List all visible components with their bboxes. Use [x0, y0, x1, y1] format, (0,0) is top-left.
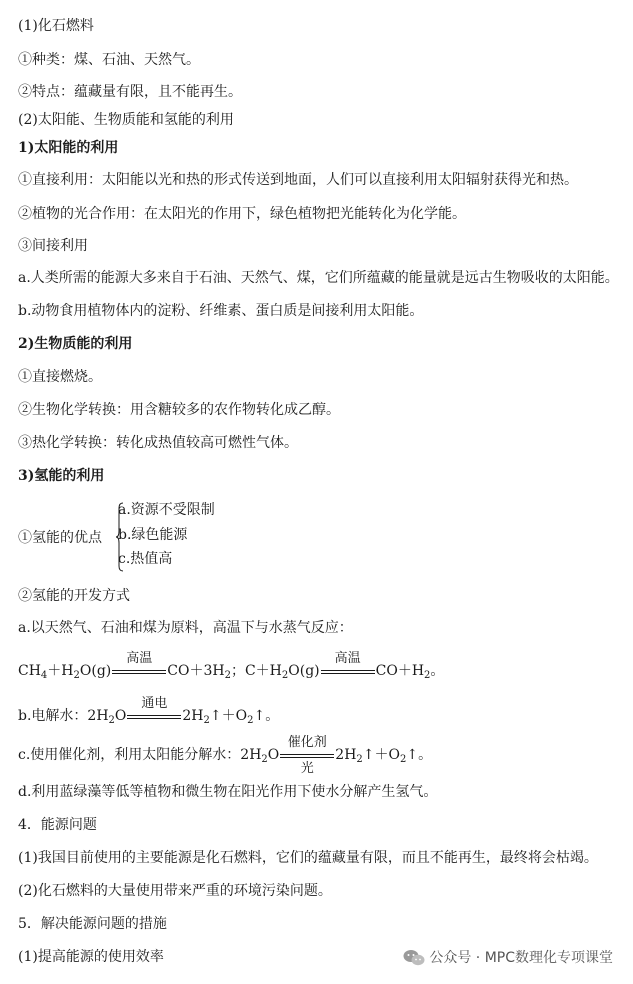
- advantage-item: c.热值高: [118, 551, 173, 567]
- equation-photocatalysis: c.使用催化剂，利用太阳能分解水：$2H_2O$ 催化剂 光 $2H_2↑+O_2↑$。: [18, 735, 433, 776]
- section-heading-energy-problem: 4．能源问题: [18, 817, 97, 833]
- solar-indirect-a: a.人类所需的能源大多来自于石油、天然气、煤，它们所蕴藏的能量就是远古生物吸收的太阳能。: [18, 270, 619, 286]
- section-heading-new-energy: (2)太阳能、生物质能和氢能的利用: [18, 112, 234, 128]
- reaction-condition: 高温: [321, 661, 375, 681]
- biomass-direct-burning: ①直接燃烧。: [18, 369, 102, 385]
- section-heading-solutions: 5．解决能源问题的措施: [18, 916, 167, 932]
- watermark-text: 公众号 · MPC数理化专项课堂: [429, 950, 613, 966]
- advantage-item: a.资源不受限制: [118, 502, 215, 518]
- advantage-item: b.绿色能源: [118, 527, 188, 543]
- subheading-hydrogen: 3)氢能的利用: [18, 468, 105, 484]
- solar-direct-use: ①直接利用：太阳能以光和热的形式传送到地面，人们可以直接利用太阳辐射获得光和热。: [18, 172, 578, 188]
- biomass-thermochemical: ③热化学转换：转化成热值较高可燃性气体。: [18, 435, 298, 451]
- hydrogen-advantages-label: ①氢能的优点: [18, 530, 102, 546]
- solar-indirect-b: b.动物食用植物体内的淀粉、纤维素、蛋白质是间接利用太阳能。: [18, 303, 424, 319]
- fossil-fuel-kinds: ①种类：煤、石油、天然气。: [18, 52, 200, 68]
- fossil-fuel-traits: ②特点：蕴藏量有限，且不能再生。: [18, 84, 242, 100]
- equation-steam-reforming: $CH_4+H_2O(g)$ 高温 $CO+3H_2$；$C+H_2O(g)$ 高温 $CO+H_2$。: [18, 651, 445, 681]
- biomass-biochemical: ②生物化学转换：用含糖较多的农作物转化成乙醇。: [18, 402, 340, 418]
- watermark: [403, 948, 613, 968]
- solar-indirect-use: ③间接利用: [18, 238, 88, 254]
- reaction-condition: 通电: [127, 706, 181, 726]
- subheading-biomass: 2)生物质能的利用: [18, 336, 133, 352]
- hydrogen-method-d: d.利用蓝绿藻等低等植物和微生物在阳光作用下使水分解产生氢气。: [18, 784, 438, 800]
- hydrogen-development: ②氢能的开发方式: [18, 588, 130, 604]
- wechat-icon: [403, 949, 425, 967]
- reaction-condition: 高温: [112, 661, 166, 681]
- hydrogen-advantages: [18, 500, 318, 574]
- subheading-solar: 1)太阳能的利用: [18, 140, 119, 156]
- energy-problem-2: (2)化石燃料的大量使用带来严重的环境污染问题。: [18, 883, 332, 899]
- solution-1: (1)提高能源的使用效率: [18, 949, 164, 965]
- hydrogen-method-a: a.以天然气、石油和煤为原料，高温下与水蒸气反应：: [18, 620, 353, 636]
- equation-electrolysis: b.电解水：$2H_2O$ 通电 $2H_2↑+O_2↑$。: [18, 696, 280, 726]
- reaction-condition: 催化剂 光: [280, 745, 334, 765]
- section-heading-fossil-fuel: (1)化石燃料: [18, 18, 94, 34]
- solar-photosynthesis: ②植物的光合作用：在太阳光的作用下，绿色植物把光能转化为化学能。: [18, 206, 466, 222]
- energy-problem-1: (1)我国目前使用的主要能源是化石燃料，它们的蕴藏量有限，而且不能再生，最终将会枯竭。: [18, 850, 598, 866]
